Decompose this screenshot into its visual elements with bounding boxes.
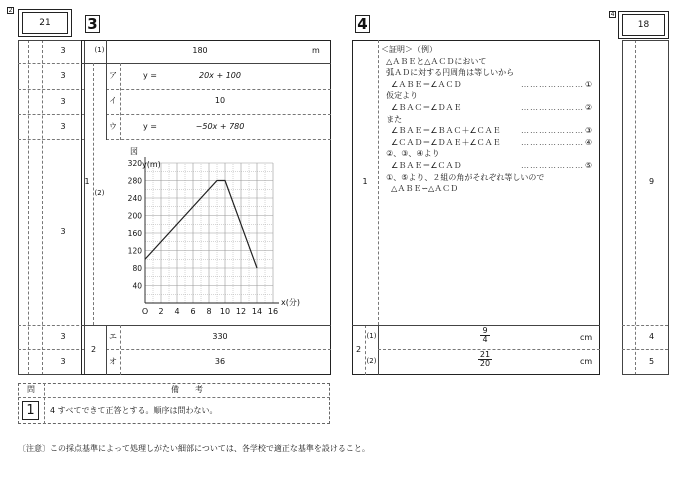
q4-a1-den: 4	[482, 335, 488, 345]
proof-line	[381, 160, 593, 172]
right-score-2: 4	[648, 332, 655, 341]
proof-line	[381, 125, 593, 137]
q4-a2-fraction	[470, 351, 500, 369]
q3-number: 3	[85, 15, 100, 33]
x-tick-label: 2	[158, 307, 164, 316]
x-tick-label: 14	[251, 307, 263, 316]
proof-dots: …………………	[521, 102, 584, 112]
right-strip-marker: 4	[610, 11, 615, 18]
x-tick-label: 12	[235, 307, 247, 316]
q3-e-kana: エ	[109, 332, 117, 341]
notes-remark: 4 すべてできて正答とする。順序は問わない。	[50, 406, 218, 415]
left-score-5: 3	[60, 227, 66, 236]
proof-line	[381, 183, 544, 195]
proof-line	[381, 79, 593, 91]
x-tick-label: 16	[267, 307, 279, 316]
q3-u-var: y =	[143, 122, 157, 131]
right-score-1: 9	[648, 177, 655, 186]
x-tick-label: 10	[219, 307, 231, 316]
x-tick-label: 8	[206, 307, 212, 316]
q3-p1-label: (1)	[94, 46, 105, 54]
notes-header-q: 問	[27, 385, 35, 394]
q3-a-var: y =	[143, 71, 157, 80]
q3-p1-answer: 180	[192, 46, 208, 55]
proof-dots: …………………	[521, 79, 584, 89]
x-tick-label: 6	[190, 307, 196, 316]
proof-line	[381, 137, 593, 149]
q4-proof	[381, 44, 593, 195]
proof-line-text: ①、⑤より、２組の角がそれぞれ等しいので	[381, 172, 545, 182]
left-score-7: 3	[60, 357, 66, 366]
q4-part1-label: 1	[362, 177, 368, 186]
proof-line-text: 仮定より	[381, 91, 419, 101]
proof-dots: …………………	[521, 160, 584, 170]
left-strip-total: 21	[39, 18, 51, 28]
distance-time-chart	[120, 143, 320, 323]
right-strip-total: 18	[637, 20, 650, 30]
notes-header-remarks: 備 考	[171, 385, 203, 394]
y-tick-label: 240	[127, 194, 142, 203]
y-tick-label: 320	[127, 159, 142, 168]
left-score-1: 3	[60, 46, 66, 55]
x-axis-label: x(分)	[281, 298, 300, 307]
left-score-3: 3	[60, 97, 66, 106]
proof-line-number: ①	[585, 79, 593, 89]
q3-u-answer: −50x + 780	[195, 122, 245, 131]
q4-a1-fraction	[470, 327, 500, 345]
q3-o-kana: オ	[109, 357, 117, 366]
q4-a2-unit: cm	[580, 357, 593, 366]
left-score-2: 3	[60, 71, 66, 80]
left-strip-marker: 2	[8, 7, 13, 14]
q3-part2-label: 2	[90, 345, 97, 354]
notes-q-number: 1	[22, 401, 39, 420]
y-tick-label: 120	[127, 246, 142, 256]
proof-line-text: ∠ＢＡＥ＝∠ＢＡＣ＋∠ＣＡＥ	[381, 126, 501, 136]
proof-line-text: ∠ＢＡＥ＝∠ＣＡＤ	[381, 160, 462, 170]
proof-line-text: ＜証明＞（例）	[381, 45, 437, 54]
proof-line-text: ∠ＣＡＤ＝∠ＤＡＥ＋∠ＣＡＥ	[381, 137, 501, 147]
footer-note: 〔注意〕この採点基準によって処理しがたい細部については、各学校で適正な基準を設けること。	[18, 444, 370, 453]
proof-line-text: ②、③、④より	[381, 149, 440, 159]
q3-a-kana: ア	[109, 71, 117, 80]
y-tick-label: 160	[127, 229, 142, 238]
proof-line-text: ∠ＡＢＥ＝∠ＡＣＤ	[381, 79, 462, 89]
q3-p1-unit: m	[312, 46, 320, 55]
q3-i-kana: イ	[109, 96, 117, 105]
q4-a2-num: 21	[479, 350, 491, 359]
proof-line-text: 弧ＡＤに対する円周角は等しいから	[381, 68, 515, 78]
q4-number: 4	[355, 15, 370, 33]
proof-line-number: ③	[585, 126, 593, 136]
proof-dots: …………………	[521, 126, 584, 136]
proof-line-number: ⑤	[585, 160, 593, 170]
q4-part2-label: 2	[355, 345, 362, 354]
left-score-6: 3	[60, 332, 66, 341]
proof-line	[381, 67, 544, 79]
q4-a1-label: (1)	[366, 332, 377, 340]
chart-title: 図	[130, 147, 138, 156]
proof-line-text: また	[381, 114, 403, 124]
y-tick-label: 280	[127, 176, 142, 186]
q4-a2-label: (2)	[366, 357, 377, 365]
y-tick-label: 200	[127, 211, 142, 221]
q3-e-answer: 330	[212, 332, 228, 341]
proof-line	[381, 90, 544, 102]
y-axis-label: y(m)	[142, 160, 161, 169]
proof-line-number: ②	[585, 102, 593, 112]
q3-part1-label: 1	[84, 177, 90, 186]
proof-dots: …………………	[521, 137, 584, 147]
left-score-4: 3	[60, 122, 66, 131]
q3-u-kana: ウ	[109, 122, 117, 131]
proof-line-text: △ＡＢＥと△ＡＣＤにおいて	[381, 56, 487, 66]
y-tick-label: 80	[132, 264, 142, 273]
proof-line-number: ④	[585, 137, 593, 147]
proof-line	[381, 44, 544, 56]
q4-a2-den: 20	[479, 359, 491, 369]
q3-o-answer: 36	[214, 357, 226, 366]
proof-line	[381, 114, 544, 126]
proof-line	[381, 56, 544, 68]
proof-line	[381, 102, 593, 114]
y-tick-label: 40	[132, 281, 142, 291]
q3-p2-label: (2)	[94, 189, 105, 197]
x-tick-label: 4	[174, 307, 180, 316]
proof-line	[381, 172, 544, 184]
q4-a1-num: 9	[482, 326, 488, 335]
q4-a1-unit: cm	[580, 333, 593, 342]
right-score-3: 5	[648, 357, 655, 366]
proof-line-text: ∠ＢＡＣ＝∠ＤＡＥ	[381, 102, 462, 112]
proof-line-text: △ＡＢＥ∽△ＡＣＤ	[381, 184, 459, 194]
x-tick-label: O	[141, 307, 149, 316]
q3-i-answer: 10	[214, 96, 226, 105]
proof-line	[381, 148, 544, 160]
q3-a-answer: 20x + 100	[199, 71, 241, 80]
